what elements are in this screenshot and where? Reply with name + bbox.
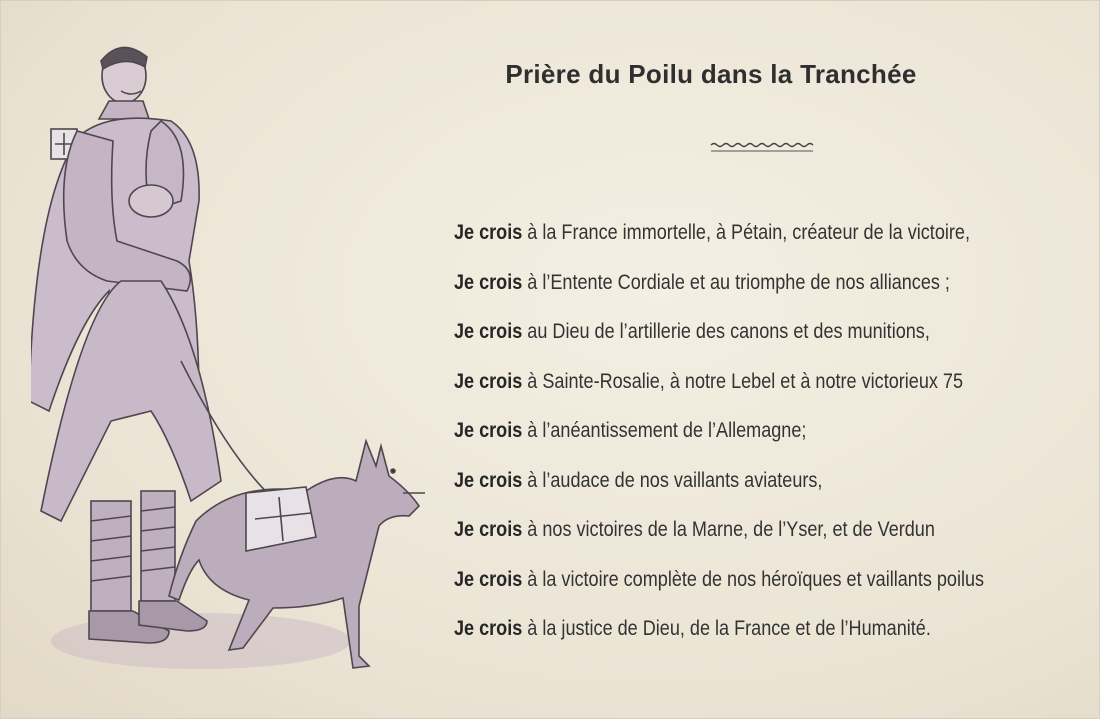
prayer-line: Je crois à la France immortelle, à Pétain, créateur de la victoire, bbox=[454, 221, 970, 244]
lead-text: Je crois bbox=[454, 320, 523, 343]
prayer-line: Je crois à la justice de Dieu, de la France et de l’Humanité. bbox=[454, 617, 931, 640]
prayer-line: Je crois à nos victoires de la Marne, de l’Yser, et de Verdun bbox=[454, 518, 935, 541]
lead-text: Je crois bbox=[454, 518, 523, 541]
prayer-lines bbox=[454, 215, 1094, 661]
wavy-divider bbox=[709, 141, 815, 155]
prayer-line: Je crois à la victoire complète de nos héroïques et vaillants poilus bbox=[454, 567, 985, 591]
page-title: Prière du Poilu dans la Tranchée bbox=[505, 59, 917, 89]
lead-text: Je crois bbox=[454, 617, 523, 640]
prayer-line: Je crois au Dieu de l’artillerie des canons et des munitions, bbox=[454, 320, 930, 343]
lead-text: Je crois bbox=[454, 468, 523, 492]
prayer-line: Je crois à Sainte-Rosalie, à notre Lebel et à notre victorieux 75 bbox=[454, 369, 964, 393]
lead-text: Je crois bbox=[454, 567, 523, 591]
lead-text: Je crois bbox=[454, 369, 523, 393]
soldier-and-dog-illustration bbox=[31, 31, 441, 691]
lead-text: Je crois bbox=[454, 221, 523, 244]
prayer-line: Je crois à l’Entente Cordiale et au triomphe de nos alliances ; bbox=[454, 270, 950, 294]
prayer-line: Je crois à l’anéantissement de l’Allemagne; bbox=[454, 419, 807, 442]
prayer-line: Je crois à l’audace de nos vaillants aviateurs, bbox=[454, 468, 823, 492]
lead-text: Je crois bbox=[454, 419, 523, 442]
lead-text: Je crois bbox=[454, 270, 523, 294]
